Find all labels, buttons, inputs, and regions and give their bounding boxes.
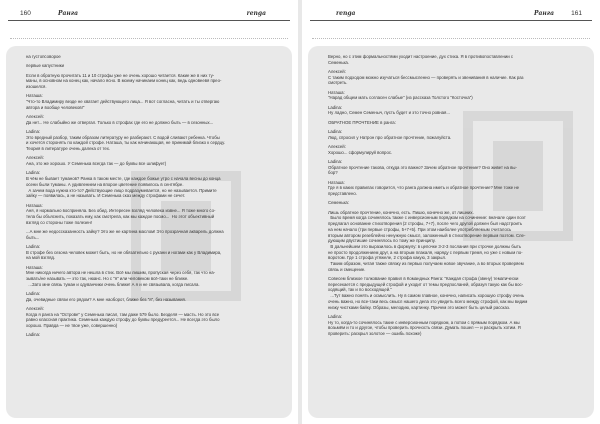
left-page [0,0,298,424]
paragraph: Ladina: Ну ладно, Семен Семеныч, пусть будет и это точно ровная... [328,104,450,116]
paragraph: Алексей: Ана, это же хорошо. У Семенька всегда так — до буквы все шлифует) [26,155,167,167]
right-page-text [328,54,580,340]
paragraph: Наташа: Мне никогда ничего автора не нешла в стих. Всё мы лишим, пропуская через себя, так что на- зывать/не называть — это так, нюанс. Но с "я" или человеком всё-таки не ближе. ...Зато мне связь туман и одуванчики очень ближе! А я и не связывала, когда писала. [26,264,216,287]
paragraph: Ladina: В строфе без сезона человек может быть, но не обязательно с рукани и ногами как у Владимира, на мой взгляд. [26,243,222,261]
paragraph: Ladina: Люд, спросил у Натрон про обратное прочтение, пожалуйста. [328,129,452,140]
paragraph: Ladina: В чём не бывает туманов? Ранка в таком месте, где каждое божье утро с начала весны до конца осени были туманы. А удивлением на впорое цветение появилось в сентябре. А зачем вода нужна кто-то? Действующие лицо подразумевается, но не называется. Примите зайку — появилась, а не называть. И Семенька сказ между строфами не сечет. [26,170,221,199]
left-page-number: 160 [20,10,31,17]
header-rule [310,20,592,21]
paragraph: первые капустники [26,63,65,69]
right-page [302,0,600,424]
paragraph: Ladina: Обратное прочтение такова, откуда это важно? Зачем обратное прочтение? Оно живет на вы- бор? [328,159,517,176]
right-page-number: 161 [571,10,582,17]
header-rule [8,20,290,21]
paragraph: Семенька: [328,200,350,206]
paragraph: Ladina: [26,332,41,338]
paragraph: Алексей: Хорошо... сформулируй вопрос. [328,144,393,155]
left-content-panel [6,46,292,418]
left-running-author: Ранга [58,10,79,17]
paragraph: Верно, но с этим формальностями уходит настроение, дух стиха. Я в противопоставлении с Семенька. [328,54,514,65]
paragraph: Наташа: "Что-то Владимиру везде не хватает действующего лица... Я вот согласна, читать и ты отвергаю автора и вообще человеков!" [26,93,220,110]
left-running-title: renga [246,10,266,17]
right-page-header [302,6,600,26]
right-running-title: renga [336,10,356,17]
paragraph: Ladina: Да, очевидные связи его рядом? А мне наоборот, ближе без "я", без называния. [26,291,187,302]
paragraph: ОБРАТНОЕ ПРОЧТЕНИЕ в ранга: [328,119,396,125]
left-page-text [26,54,278,342]
paragraph: Наташа: "Нарад общем мать согласен слабые" (из рассказа Толстого "Косточка") [328,89,473,101]
paragraph: Если в обратную прочитать 11 и 10 строфы уже не очень хорошо читается. Какие же в них ту- маны, в основном на конец как, начало ясно. В моему начинаем конец как, ведь одновеевя прео- изошелся. [26,72,222,89]
paragraph: Лишь обратное прочтение, конечно, есть. Пишю, конечно же, от лишних. Было время когда сочинялось также с инверсионным порядком на сочинение: вначале один поэт предлагал основание стихотворения (2 строфы, 7+7), после чего другой должен был надстроить на нем начало (три первые строфы, 5+7+5). При этом наиболее употребляемым считалось вторым автором резеблейно ненужную смысл, заложенный в стихотворение первым поэтом. Сле- дующим двустишие сочинялось по тому же принципу. В дальнейшем это выразилось в формулу: в цепочке 3-2-3 послания при строчке должны быть не просто продолжением друг, а на вторым плакаля, наряду с первым тремя, но уже с новым по- воротом. Где 1 строфа утяжеле, 2 строфа какую, 3 закрыл. Таким образом, читая также связку из первых получаем новое звучание, а во вторых проверяем связь и смещение. [328,209,526,272]
paragraph: Наташа: Аня, я нормально восприняла. Без обид. Интересен взгляд человека извне... Я тоже много со- тела бы объяснить, показать ему, как смотрела, как мы каждое посмо... Но этот объективный взгляд со стороны тоже полезен! [26,202,216,225]
dotted-divider [10,38,288,43]
paragraph: Наташа: Где я в каких правилах говорится, что ранга должна иметь и обратное прочтение? Мне тоже не представлено. [328,179,520,197]
paragraph: Алексей: Да нет... Не слабыйно же отвергал. Только в строфах где его не должно быть — в сезонных... [26,114,214,125]
paragraph: Совесем близкое толкование правил в Командных Ранга: "Каждая строфа (звену) тематически пересекается с предыдущей строфой и уходит от темы предпосланей, образуя такую как бы вос- ходящий, так и по восходящей." ...Тут важно понять и осмыслить. Ну в самом главное, конечно, написать хорошую строфу очень очень важно, но все-таки весь смысл нашего дела это увидеть всего между строфой, как мы видим низку чистками байку. Образы, мелодию, картинку. Причем это может быть целый рассказ. [328,276,528,310]
paragraph: Алексей: Когда я ранга на "Острове" у Семенька писал, там даже 579 было. Безделя — масть. Но это все равно классная практика. Семенька каждую строфу до буквы предуреется... Не всегда это было хорошо. Правда — не твое уже, совершенно) [26,306,220,329]
paragraph: ...А мне же недоссказанность зайку? Это же не картина маслом! Это прозрачная акварель должна быть... [26,228,224,240]
paragraph: на густопсоворое [26,54,61,59]
right-content-panel [308,46,594,418]
paragraph: Ladina: Это вредный разбор, таким образом литературу не разберают. С водой сливают ребенка. Чтобы и хочется сторонять по каждой строфе. Наташа, ты как начинающая, не принимай близко к сердцу. Теория в литературе очень далека от тех. [26,129,226,152]
right-running-author: Ранга [533,10,554,17]
paragraph: Алексей: С таким подходом можно изучаться бессмысленно — проверять и звенивания в наличие. Как раз смотреть. [328,69,524,86]
paragraph: Ladina: Ну то, когда-то сочинялось такие с инверсионным порядком, а потом с прямым порядком. А мы возьмём и то и другое, чтобы проверить прочность связи. Думать пошел — и раскрыть хотим. Я проверить: раскрыл золотое — ошибь похоже) [328,313,521,336]
dotted-divider [312,38,590,43]
left-page-header [0,6,298,26]
